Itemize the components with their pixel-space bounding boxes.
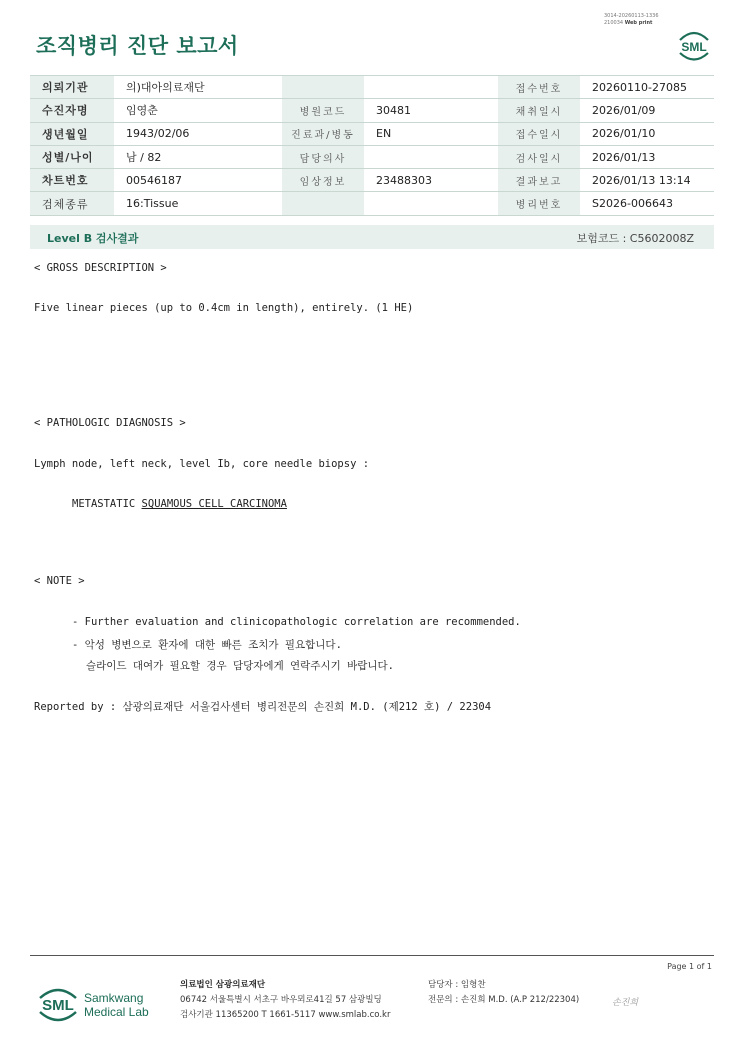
footer-logo-line1: Samkwang bbox=[84, 991, 144, 1005]
print-code-line1: 3014-20260113-1336 bbox=[604, 13, 659, 19]
info-row bbox=[30, 76, 714, 99]
gross-text: Five linear pieces (up to 0.4cm in length), entirely. (1 HE) bbox=[34, 302, 414, 314]
print-code bbox=[604, 13, 684, 27]
diagnosis-heading: < PATHOLOGIC DIAGNOSIS > bbox=[34, 417, 186, 429]
info-value: 2026/01/13 bbox=[580, 145, 714, 168]
info-label: 검체종류 bbox=[30, 192, 114, 215]
info-label: 의뢰기관 bbox=[30, 76, 114, 99]
page-number: Page 1 of 1 bbox=[667, 962, 712, 971]
info-value bbox=[364, 192, 498, 215]
info-label: 접수번호 bbox=[498, 76, 580, 99]
footer-logo-line2: Medical Lab bbox=[84, 1005, 149, 1019]
info-label: 채취일시 bbox=[498, 99, 580, 122]
info-value: S2026-006643 bbox=[580, 192, 714, 215]
info-label: 병원코드 bbox=[282, 99, 364, 122]
footer-org-block bbox=[180, 978, 390, 1023]
web-print-label: Web print bbox=[624, 20, 653, 26]
diagnosis-site: Lymph node, left neck, level Ib, core needle biopsy : bbox=[34, 458, 370, 470]
info-value bbox=[364, 145, 498, 168]
diagnosis-prefix: METASTATIC bbox=[72, 498, 142, 510]
print-code-prefix: 210034 bbox=[604, 20, 624, 26]
insurance-code: 보험코드 : C5602008Z bbox=[576, 232, 694, 245]
info-label: 차트번호 bbox=[30, 169, 114, 192]
info-value: 임영춘 bbox=[114, 99, 282, 122]
info-row bbox=[30, 169, 714, 192]
footer-specialist: 전문의 : 손진희 M.D. (A.P 212/22304) bbox=[428, 995, 580, 1005]
info-value: 00546187 bbox=[114, 169, 282, 192]
footer-logo-sml: SML bbox=[42, 997, 74, 1014]
info-value: 2026/01/13 13:14 bbox=[580, 169, 714, 192]
print-code-line2 bbox=[604, 20, 684, 27]
footer-contact: 검사기관 11365200 T 1661-5117 www.smlab.co.kr bbox=[180, 1010, 391, 1020]
sml-logo-icon bbox=[674, 26, 714, 64]
info-value: 20260110-27085 bbox=[580, 76, 714, 99]
footer-staff-block bbox=[428, 978, 579, 1008]
info-label: 임상정보 bbox=[282, 169, 364, 192]
info-label bbox=[282, 192, 364, 215]
info-value: 남 / 82 bbox=[114, 145, 282, 168]
footer-manager: 담당자 : 임형찬 bbox=[428, 980, 486, 990]
info-label: 담당의사 bbox=[282, 145, 364, 168]
note-line-3: 슬라이드 대여가 필요할 경우 담당자에게 연락주시기 바랍니다. bbox=[86, 660, 394, 672]
info-label: 접수일시 bbox=[498, 122, 580, 145]
info-value bbox=[364, 76, 498, 99]
signature: 손진희 bbox=[612, 998, 639, 1008]
diagnosis-line bbox=[72, 498, 287, 510]
note-line-1: - Further evaluation and clinicopathologic correlation are recommended. bbox=[72, 616, 521, 628]
footer-divider bbox=[30, 955, 714, 956]
info-label: 진료과/병동 bbox=[282, 122, 364, 145]
info-value: 2026/01/09 bbox=[580, 99, 714, 122]
info-value: 의)대아의료재단 bbox=[114, 76, 282, 99]
info-value: 16:Tissue bbox=[114, 192, 282, 215]
info-row bbox=[30, 192, 714, 215]
note-heading: < NOTE > bbox=[34, 575, 85, 587]
info-label: 수진자명 bbox=[30, 99, 114, 122]
info-row bbox=[30, 122, 714, 145]
level-bar bbox=[30, 225, 714, 249]
info-label: 결과보고 bbox=[498, 169, 580, 192]
info-label: 생년월일 bbox=[30, 122, 114, 145]
info-value: 30481 bbox=[364, 99, 498, 122]
info-value: 23488303 bbox=[364, 169, 498, 192]
footer-org-name: 의료법인 삼광의료재단 bbox=[180, 980, 266, 990]
footer-address: 06742 서울특별시 서초구 바우뫼로41길 57 삼광빌딩 bbox=[180, 995, 382, 1005]
info-label bbox=[282, 76, 364, 99]
info-label: 성별/나이 bbox=[30, 145, 114, 168]
samkwang-logo-icon bbox=[36, 980, 166, 1028]
info-row bbox=[30, 99, 714, 122]
level-label: Level B 검사결과 bbox=[47, 232, 139, 245]
reported-by: Reported by : 삼광의료재단 서울검사센터 병리전문의 손진희 M.D. (제212 호) / 22304 bbox=[34, 701, 492, 713]
info-value: 2026/01/10 bbox=[580, 122, 714, 145]
gross-heading: < GROSS DESCRIPTION > bbox=[34, 262, 167, 274]
info-label: 병리번호 bbox=[498, 192, 580, 215]
note-line-2: - 악성 병변으로 환자에 대한 빠른 조치가 필요합니다. bbox=[72, 639, 342, 651]
page-title: 조직병리 진단 보고서 bbox=[36, 34, 239, 58]
logo-text: SML bbox=[681, 40, 707, 54]
info-label: 검사일시 bbox=[498, 145, 580, 168]
info-value: 1943/02/06 bbox=[114, 122, 282, 145]
patient-info-table bbox=[30, 75, 714, 216]
info-value: EN bbox=[364, 122, 498, 145]
diagnosis-main: SQUAMOUS CELL CARCINOMA bbox=[141, 498, 287, 510]
info-row bbox=[30, 145, 714, 168]
